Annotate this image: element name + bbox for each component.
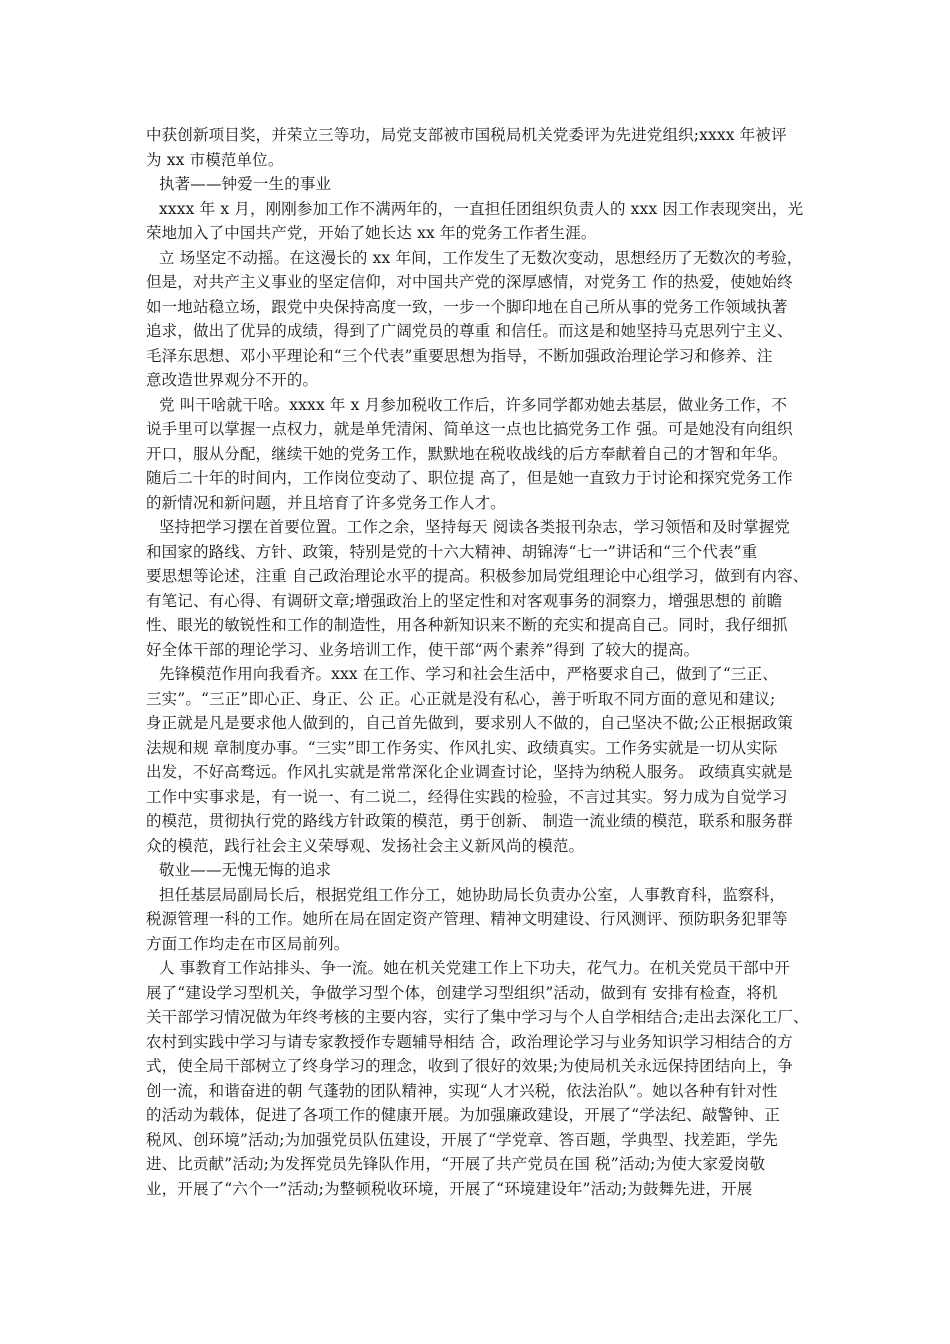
text-line: 进、比贡献”活动;为发挥党员先锋队作用，“开展了共产党员在国 税”活动;为使大家爱岗敬: [146, 1155, 766, 1173]
text-line: 坚持把学习摆在首要位置。工作之余，坚持每天 阅读各类报刊杂志，学习领悟和及时掌握党: [159, 518, 791, 536]
text-line: 敬业——无愧无悔的追求: [159, 861, 332, 879]
text-line: 法规和规 章制度办事。“三实”即工作务实、作风扎实、政绩真实。工作务实就是一切从实际: [146, 738, 778, 757]
text-line: 创一流，和谐奋进的朝 气蓬勃的团队精神，实现“人才兴税，依法治队”。她以各种有针对性: [146, 1081, 778, 1100]
text-line: 党 叫干啥就干啥。xxxx 年 x 月参加税收工作后，许多同学都劝她去基层，做业务工作，不: [159, 395, 788, 414]
text-line: 的活动为载体，促进了各项工作的健康开展。为加强廉政建设，开展了“学法纪、敲警钟、正: [146, 1106, 781, 1124]
text-line: 式，使全局干部树立了终身学习的理念，收到了很好的效果;为使局机关永远保持团结向上，争: [146, 1057, 794, 1075]
text-line: 三实”。“三正”即心正、身正、公 正。心正就是没有私心，善于听取不同方面的意见和建议;: [146, 689, 776, 708]
text-line: 为 xx 市模范单位。: [146, 150, 284, 169]
text-line: 展了“建设学习型机关，争做学习型个体，创建学习型组织”活动，做到有 安排有检查，将机: [146, 983, 778, 1002]
text-line: xxxx 年 x 月，刚刚参加工作不满两年的，一直担任团组织负责人的 xxx 因工作表现突出，光: [159, 199, 804, 218]
text-line: 说手里可以掌握一点权力，就是单凭清闲、简单这一点也比搞党务工作 强。可是她没有向组织: [146, 420, 793, 438]
text-line: 先锋模范作用向我看齐。xxx 在工作、学习和社会生活中，严格要求自己，做到了“三正、: [159, 665, 778, 683]
text-line: 和国家的路线、方针、政策，特别是党的十六大精神、胡锦涛“七一”讲话和“三个代表”重: [146, 542, 758, 561]
text-line: 有笔记、有心得、有调研文章;增强政治上的坚定性和对客观事务的洞察力，增强思想的 前瞻: [146, 591, 783, 610]
text-line: 税风、创环境”活动;为加强党员队伍建设，开展了“学党章、答百题，学典型、找差距，学先: [146, 1130, 778, 1149]
text-line: 意改造世界观分不开的。: [146, 371, 319, 389]
text-line: 担任基层局副局长后，根据党组工作分工，她协助局长负责办公室，人事教育科，监察科，: [159, 885, 786, 904]
text-line: 性、眼光的敏锐性和工作的制造性，用各种新知识来不断的充实和提高自己。同时，我仔细抓: [146, 616, 788, 634]
text-line: 中获创新项目奖，并荣立三等功，局党支部被市国税局机关党委评为先进党组织;xxxx 年被评: [146, 126, 787, 144]
text-line: 开口，服从分配，继续干她的党务工作，默默地在税收战线的后方奉献着自己的才智和年华。: [146, 444, 788, 463]
text-line: 的模范，贯彻执行党的路线方针政策的模范，勇于创新、 制造一流业绩的模范，联系和服务群: [146, 812, 793, 830]
text-line: 荣地加入了中国共产党，开始了她长达 xx 年的党务工作者生涯。: [146, 224, 597, 242]
text-line: 好全体干部的理论学习、业务培训工作，使干部“两个素养”得到 了较大的提高。: [146, 640, 700, 659]
text-line: 业，开展了“六个一”活动;为整顿税收环境，开展了“环境建设年”活动;为鼓舞先进，开展: [146, 1179, 753, 1198]
text-line: 人 事教育工作站排头、争一流。她在机关党建工作上下功夫，花气力。在机关党员干部中开: [159, 959, 791, 977]
text-line: 毛泽东思想、邓小平理论和“三个代表”重要思想为指导，不断加强政治理论学习和修养、注: [146, 346, 773, 365]
text-line: 随后二十年的时间内，工作岗位变动了、职位提 高了，但是她一直致力于讨论和探究党务工作: [146, 469, 793, 487]
text-line: 的新情况和新问题，并且培育了许多党务工作人才。: [146, 493, 506, 512]
text-line: 众的模范，践行社会主义荣辱观、发扬社会主义新风尚的模范。: [146, 836, 585, 855]
text-line: 工作中实事求是，有一说一、有二说二，经得住实践的检验，不言过其实。努力成为自觉学习: [146, 787, 788, 806]
text-line: 税源管理一科的工作。她所在局在固定资产管理、精神文明建设、行风测评、预防职务犯罪等: [146, 910, 788, 928]
text-line: 出发，不好高骛远。作风扎实就是常常深化企业调查讨论，坚持为纳税人服务。 政绩真实就是: [146, 763, 793, 781]
text-line: 农村到实践中学习与请专家教授作专题辅导相结 合，政治理论学习与业务知识学习相结合的方: [146, 1032, 793, 1051]
text-line: 关干部学习情况做为年终考核的主要内容，实行了集中学习与个人自学相结合;走出去深化工厂、: [146, 1008, 809, 1026]
text-line: 如一地站稳立场，跟党中央保持高度一致，一步一个脚印地在自己所从事的党务工作领域执著: [146, 297, 788, 316]
text-line: 执著——钟爱一生的事业: [159, 175, 332, 193]
text-line: 追求，做出了优异的成绩，得到了广阔党员的尊重 和信任。而这是和她坚持马克思列宁主义、: [146, 322, 793, 340]
text-line: 要思想等论述，注重 自己政治理论水平的提高。积极参加局党组理论中心组学习，做到有内容、: [146, 567, 809, 585]
text-line: 立 场坚定不动摇。在这漫长的 xx 年间，工作发生了无数次变动，思想经历了无数次的考验，: [159, 248, 803, 267]
text-line: 身正就是凡是要求他人做到的，自己首先做到，要求别人不做的，自己坚决不做;公正根据政策: [146, 714, 794, 732]
text-line: 但是，对共产主义事业的坚定信仰，对中国共产党的深厚感情，对党务工 作的热爱，使她始终: [146, 273, 793, 291]
text-line: 方面工作均走在市区局前列。: [146, 934, 350, 953]
